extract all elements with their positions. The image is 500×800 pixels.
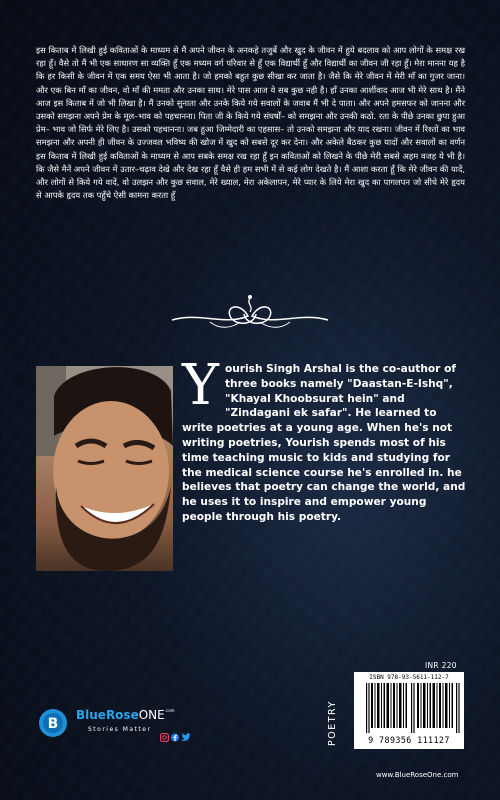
publisher-name-part1: BlueRose [76,708,139,722]
facebook-icon [171,734,179,742]
twitter-icon [181,733,190,741]
isbn-barcode [354,672,464,749]
hindi-text: इस किताब में लिखी हुई कविताओं के माध्यम से मैं अपने जीवन के अनकहे तजुर्बे और खुद के जीवन में हुये बदलाव को आप लोगों के समक्ष रख रहा हूँ। वैसे तो मैं भी एक साधारण सा व्यक्ति हूँ एक मध्यम वर्ग परिवार से हूँ एक विद्यार्थी हूँ और विद्यार्थी का जीवन जी रहा हूँ। मेरा मानना यह है कि हर किसी के जीवन में एक समय ऐसा भी आता है। जो हमको बहुत कुछ सीखा कर जाता है। जैसे कि मेरे जीवन में मेरी माँ का गुजर जाना। और एक बिन माँ का जीवन, वो माँ की ममता और उनका साथ। मेरे पास आज ये सब कुछ नही है। हाँ उनका आर्शीवाद आज भी मेरे साथ है। मैंने आज इस किताब में जो भी लिखा है। मैं उनको सुनाता और उनके किये गये सवालों के जवाब मैं भी दे पाता। और अपने हमसफर को जानना और उसको समझना अपने प्रेम के मूल–भाव को पहचानना। पिता जी के किये गये संघर्षों– को समझना और उनकी कठो. रता के पीछे उनका छुपा हुआ प्रेम– भाव जो सिर्फ मेरे लिए है। उसको पहचानना। जब हुआ जिम्मेदारी का एहसास– तो उनको समझना और याद रखना। जीवन में रिश्तों का भाव समझना और अपनी ही जीवन के उज्जवल भविष्य की खोज में खुद को सबसे दूर कर देना। और अकेले बैठकर कुछ यादों और सवालों का वर्णन इस किताब में लिखी हुई कविताओं के माध्यम से आप सबके समक्ष रख रहा हूँ इन कविताओं को लिखने के पीछे मेरी सबसे अहम वजह ये भी है। कि जैसे मैनें अपने जीवन में उतार–चढ़ाव देखे और देख रहा हूँ वैसे ही हम सभी में से कई लोग देखते है। मैं आशा करता हूँ कि मेरे जीवन की यादें, और लोगों से किये गये वादें, वो उलझन और कुछ सवाल, मेरे ख्याल, मेरा अकेलापन, मेरे प्यार के लिये मेरा खुद का पागलपन जो सीधे मेरे हृदय से आपके हृदय तक पहुँचे ऐसी कामना करता हूँ [36,45,465,201]
genre-label: POETRY [327,700,338,746]
bio-text: ourish Singh Arshal is the co-author of three books namely "Daastan-E-Ishq", "Khayal Khoobsurat hein" and "Zindagani ek safar". He learned to write poetries at a young age. When he's not writing poetries, Yourish spends most of his time teaching music to kids and studying for the medical science course he's enrolled in. he believes that poetry can change the world, and he uses it to inspire and empower young people through his poetry. [182,363,466,523]
price-label: INR 220 [425,661,457,670]
instagram-icon [161,734,169,742]
logo-letter: B [47,716,59,732]
hindi-intro-paragraph [36,44,465,202]
bluerose-logo-icon [38,697,68,749]
author-bio [182,353,466,525]
publisher-website[interactable]: www.BlueRoseOne.com [376,771,459,779]
flourish-ornament [170,292,330,336]
publisher-name-suffix: .com [164,708,175,713]
isbn-number: ISBN 978-93-5611-112-7 [369,674,449,681]
publisher-tagline: Stories Matter [88,726,152,733]
publisher-name-part2: ONE [138,708,165,722]
barcode-bars [366,683,460,733]
publisher-name [76,708,175,722]
author-photo [36,366,173,571]
bio-dropcap: Y [182,353,219,418]
social-icons [160,733,190,742]
isbn-digits: 9 789356 111127 [368,735,450,745]
